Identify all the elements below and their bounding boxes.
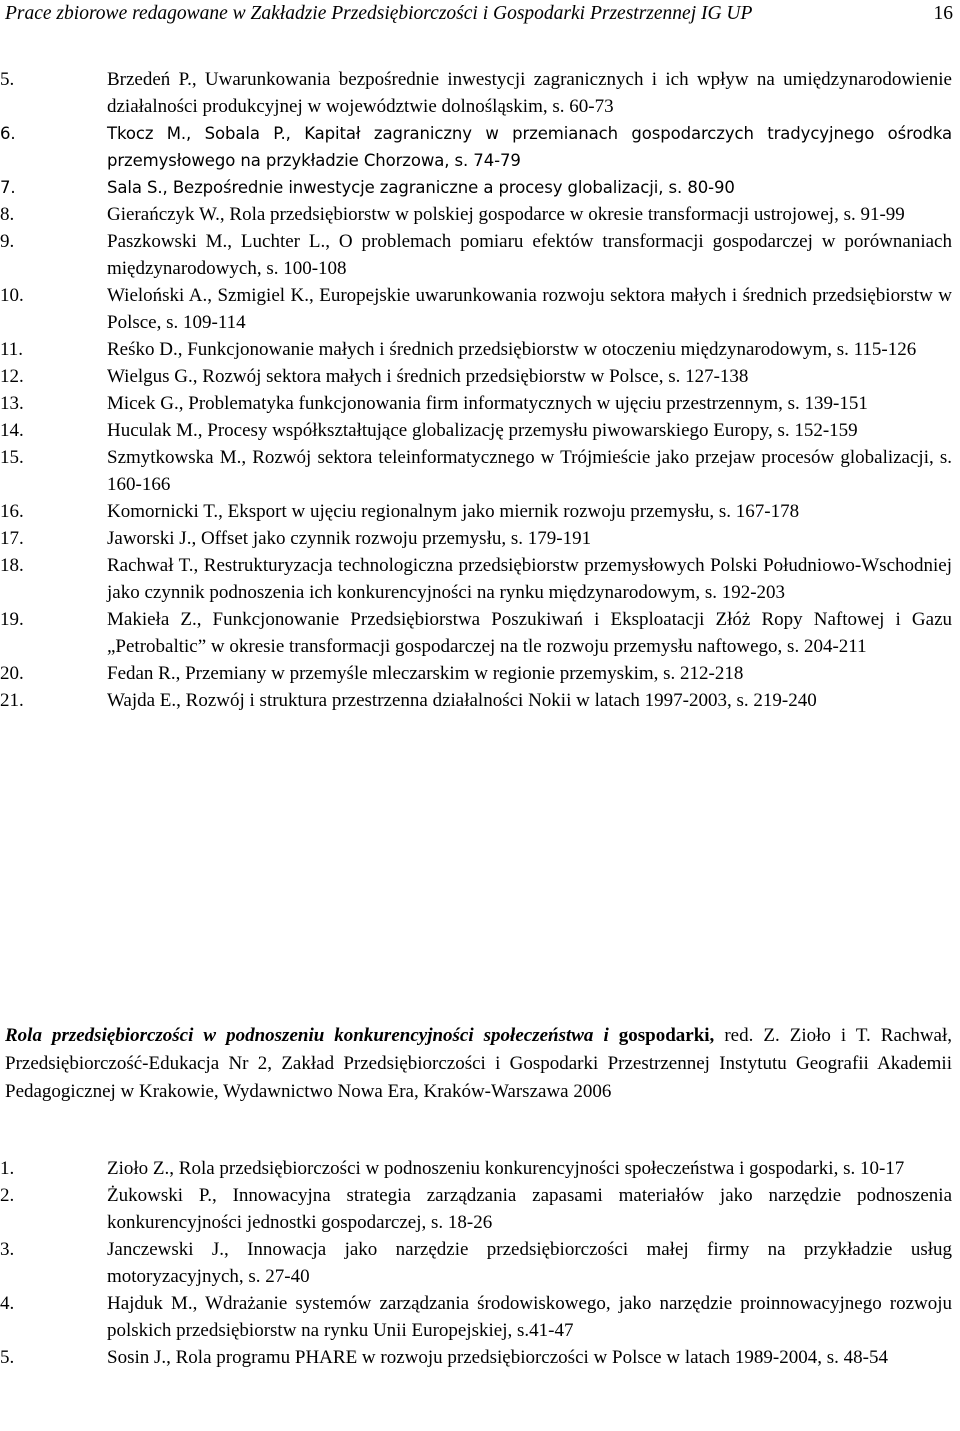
article-list-second-volume [0, 1155, 960, 1371]
list-item-text: Sosin J., Rola programu PHARE w rozwoju przedsiębiorczości w Polsce w latach 1989-2004, s. 48-54 [107, 1347, 888, 1368]
list-item-number: 5. [0, 69, 15, 90]
volume-title-end: gospodarki, [618, 1025, 715, 1046]
list-item-text: Gierańczyk W., Rola przedsiębiorstw w polskiej gospodarce w okresie transformacji ustrojowej, s. 91-99 [107, 204, 905, 225]
list-item-number: 19. [0, 609, 24, 630]
list-item [0, 525, 960, 552]
list-item [0, 228, 960, 282]
list-item-text: Jaworski J., Offset jako czynnik rozwoju przemysłu, s. 179-191 [107, 528, 592, 549]
list-item [0, 363, 960, 390]
list-item [0, 498, 960, 525]
list-item-number: 4. [0, 1293, 15, 1314]
list-item-number: 18. [0, 555, 24, 576]
list-item [0, 201, 960, 228]
list-item-number: 1. [0, 1158, 15, 1179]
list-item [0, 660, 960, 687]
list-item [0, 1236, 960, 1290]
list-item-text: Szmytkowska M., Rozwój sektora teleinformatycznego w Trójmieście jako przejaw procesów globalizacji, s. 160-166 [107, 447, 952, 495]
list-item [0, 174, 960, 201]
list-item-text: Żukowski P., Innowacyjna strategia zarządzania zapasami materiałów jako narzędzie podnoszenia konkurencyjności jednostki gospodarczej, s. 18-26 [107, 1185, 952, 1233]
list-item [0, 417, 960, 444]
list-item-number: 15. [0, 447, 24, 468]
list-item-text: Zioło Z., Rola przedsiębiorczości w podnoszeniu konkurencyjności społeczeństwa i gospodarki, s. 10-17 [107, 1158, 905, 1179]
list-item-text: Rachwał T., Restrukturyzacja technologiczna przedsiębiorstw przemysłowych Polski Południowo-Wschodniej jako czynnik podnoszenia ich konkurencyjności na rynku międzynarodowym, s. 192-203 [107, 555, 952, 603]
list-item [0, 444, 960, 498]
list-item-number: 2. [0, 1185, 15, 1206]
header-title: Prace zbiorowe redagowane w Zakładzie Przedsiębiorczości i Gospodarki Przestrzennej IG UP [5, 3, 753, 24]
list-item-text: Wajda E., Rozwój i struktura przestrzenna działalności Nokii w latach 1997-2003, s. 219-240 [107, 690, 817, 711]
volume-description [5, 1022, 952, 1106]
list-item-number: 21. [0, 690, 24, 711]
list-item-text: Brzedeń P., Uwarunkowania bezpośrednie inwestycji zagranicznych i ich wpływ na umiędzynarodowienie działalności produkcyjnej w województwie dolnośląskim, s. 60-73 [107, 69, 952, 117]
list-item [0, 336, 960, 363]
list-item-text: Tkocz M., Sobala P., Kapitał zagraniczny w przemianach gospodarczych tradycyjnego ośrodka przemysłowego na przykładzie Chorzowa, s. 74-79 [107, 124, 952, 170]
list-item [0, 120, 960, 174]
list-item-text: Paszkowski M., Luchter L., O problemach pomiaru efektów transformacji gospodarczej w porównaniach międzynarodowych, s. 100-108 [107, 231, 952, 279]
list-item [0, 606, 960, 660]
list-item [0, 1344, 960, 1371]
volume-title: Rola przedsiębiorczości w podnoszeniu konkurencyjności społeczeństwa i [5, 1025, 609, 1046]
list-item-number: 17. [0, 528, 24, 549]
list-item-text: Makieła Z., Funkcjonowanie Przedsiębiorstwa Poszukiwań i Eksploatacji Złóż Ropy Naftowej i Gazu „Petrobaltic” w okresie transformacji gospodarczej na tle rozwoju przemysłu naftowego, s. 204-211 [107, 609, 952, 657]
list-item-text: Wieloński A., Szmigiel K., Europejskie uwarunkowania rozwoju sektora małych i średnich przedsiębiorstw w Polsce, s. 109-114 [107, 285, 952, 333]
list-item [0, 1155, 960, 1182]
list-item-number: 14. [0, 420, 24, 441]
list-item [0, 552, 960, 606]
list-item-number: 5. [0, 1347, 15, 1368]
list-item [0, 1290, 960, 1344]
list-item-text: Komornicki T., Eksport w ujęciu regionalnym jako miernik rozwoju przemysłu, s. 167-178 [107, 501, 800, 522]
list-item-number: 3. [0, 1239, 15, 1260]
list-item-text: Huculak M., Procesy współkształtujące globalizację przemysłu piwowarskiego Europy, s. 152-159 [107, 420, 858, 441]
list-item-text: Micek G., Problematyka funkcjonowania firm informatycznych w ujęciu przestrzennym, s. 139-151 [107, 393, 868, 414]
list-item-text: Fedan R., Przemiany w przemyśle mleczarskim w regionie przemyskim, s. 212-218 [107, 663, 744, 684]
list-item [0, 66, 960, 120]
list-item-number: 11. [0, 339, 24, 360]
list-item [0, 282, 960, 336]
list-item-number: 10. [0, 285, 24, 306]
list-item [0, 390, 960, 417]
list-item [0, 1182, 960, 1236]
list-item-number: 9. [0, 231, 15, 252]
list-item-text: Janczewski J., Innowacja jako narzędzie przedsiębiorczości małej firmy na przykładzie usług motoryzacyjnych, s. 27-40 [107, 1239, 952, 1287]
list-item-number: 16. [0, 501, 24, 522]
volume-details: red. Z. Zioło i T. Rachwał, Przedsiębiorczość-Edukacja Nr 2, Zakład Przedsiębiorczości i Gospodarki Przestrzennej Instytutu Geografii Akademii Pedagogicznej w Krakowie, Wydawnictwo Nowa Era, Kraków-Warszawa 2006 [5, 1025, 953, 1102]
list-item [0, 687, 960, 714]
list-item-number: 13. [0, 393, 24, 414]
list-item-number: 20. [0, 663, 24, 684]
list-item-number: 6. [0, 124, 16, 143]
article-list-first-volume [0, 66, 960, 714]
list-item-number: 12. [0, 366, 24, 387]
list-item-number: 7. [0, 178, 16, 197]
list-item-text: Sala S., Bezpośrednie inwestycje zagraniczne a procesy globalizacji, s. 80-90 [107, 178, 735, 197]
list-item-number: 8. [0, 204, 15, 225]
running-header [5, 2, 953, 30]
list-item-text: Hajduk M., Wdrażanie systemów zarządzania środowiskowego, jako narzędzie proinnowacyjnego rozwoju polskich przedsiębiorstw na rynku Unii Europejskiej, s.41-47 [107, 1293, 952, 1341]
list-item-text: Wielgus G., Rozwój sektora małych i średnich przedsiębiorstw w Polsce, s. 127-138 [107, 366, 749, 387]
page-number: 16 [933, 3, 953, 24]
list-item-text: Reśko D., Funkcjonowanie małych i średnich przedsiębiorstw w otoczeniu międzynarodowym, s. 115-126 [107, 339, 917, 360]
